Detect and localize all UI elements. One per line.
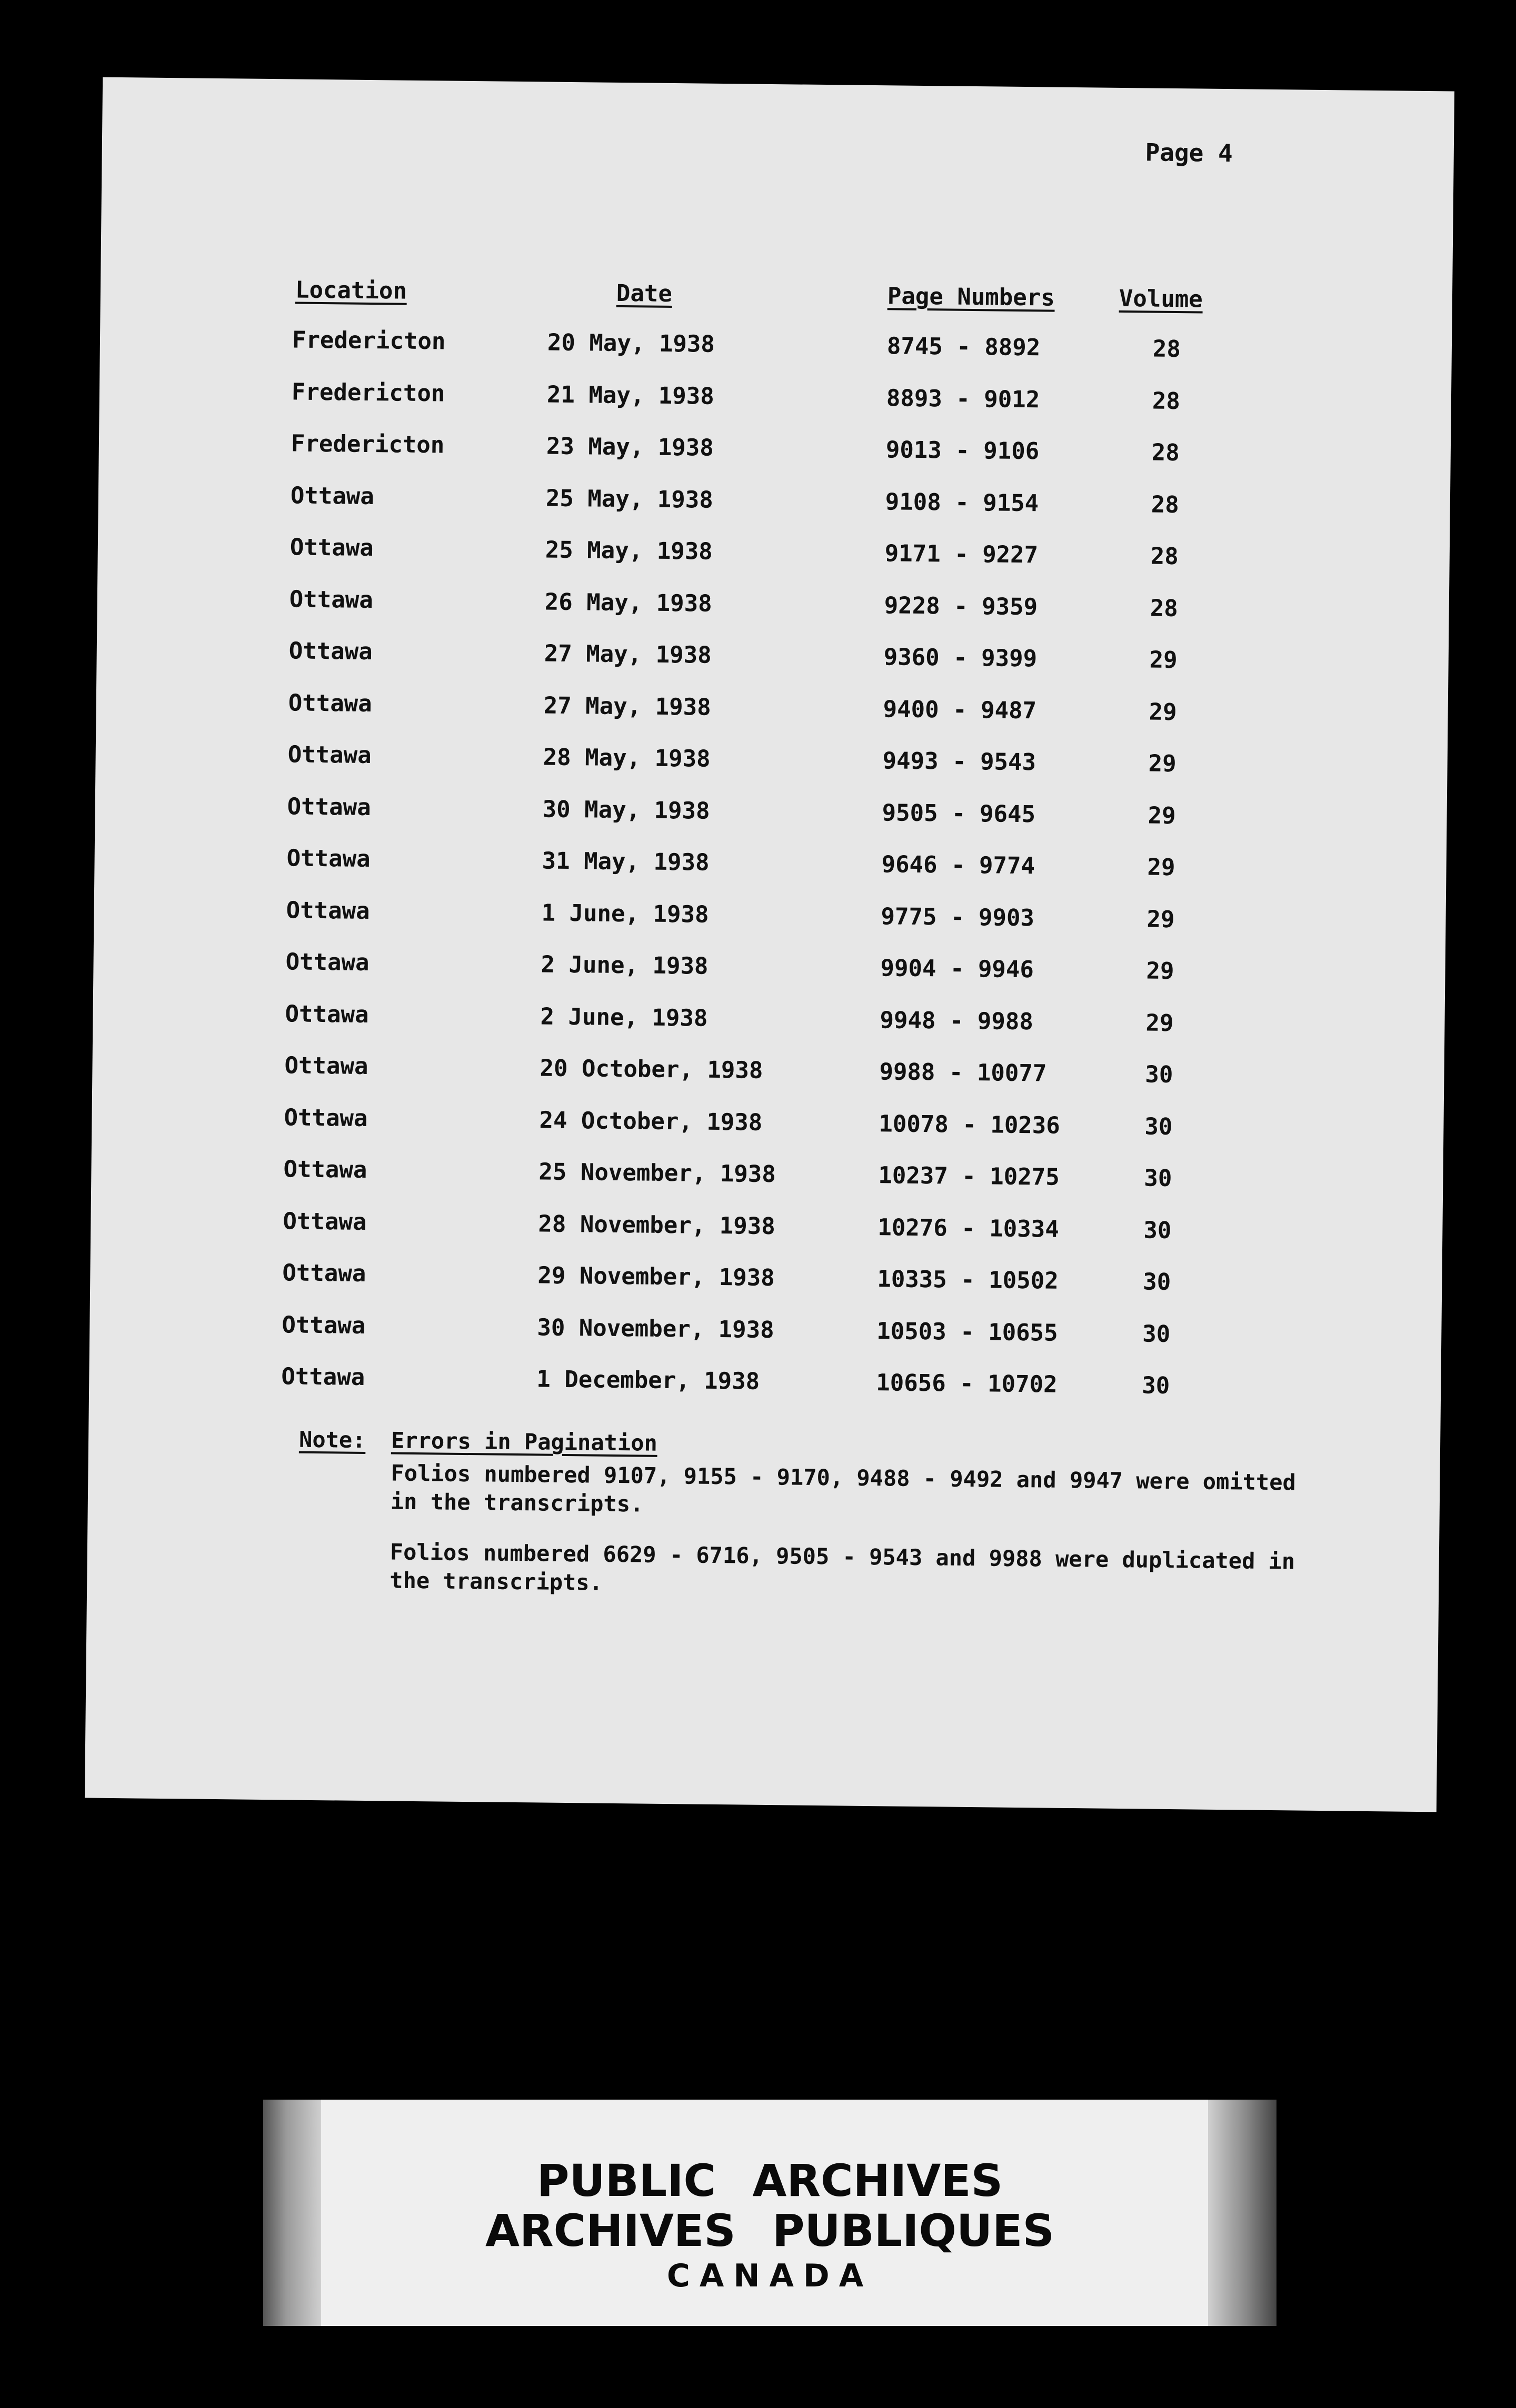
- cell-volume: 28: [1152, 387, 1181, 415]
- cell-page-numbers: 9171 - 9227: [884, 540, 1039, 569]
- transcript-table: [89, 325, 1452, 1427]
- cell-page-numbers: 9013 - 9106: [885, 436, 1040, 465]
- cell-location: Ottawa: [284, 1052, 368, 1080]
- cell-volume: 29: [1146, 906, 1175, 933]
- archives-stamp: [263, 2100, 1276, 2326]
- cell-location: Ottawa: [287, 741, 372, 769]
- page-number: Page 4: [1145, 138, 1233, 168]
- cell-location: Ottawa: [285, 948, 370, 977]
- cell-page-numbers: 10335 - 10502: [877, 1266, 1059, 1295]
- cell-date: 20 May, 1938: [547, 329, 715, 358]
- cell-page-numbers: 9493 - 9543: [882, 747, 1036, 776]
- cell-date: 2 June, 1938: [541, 951, 709, 980]
- cell-volume: 30: [1143, 1216, 1172, 1244]
- document-page: [85, 77, 1454, 1812]
- cell-volume: 28: [1152, 335, 1181, 363]
- cell-location: Fredericton: [291, 378, 445, 407]
- cell-date: 25 May, 1938: [545, 485, 714, 514]
- cell-page-numbers: 9400 - 9487: [883, 695, 1037, 724]
- cell-date: 28 May, 1938: [543, 744, 711, 772]
- cell-date: 28 November, 1938: [538, 1210, 776, 1240]
- cell-volume: 28: [1151, 491, 1180, 518]
- cell-page-numbers: 9108 - 9154: [885, 488, 1039, 517]
- cell-location: Ottawa: [290, 534, 374, 562]
- cell-volume: 30: [1144, 1112, 1173, 1140]
- cell-page-numbers: 9988 - 10077: [879, 1058, 1047, 1087]
- cell-location: Ottawa: [283, 1207, 367, 1236]
- note-section: [298, 1426, 1299, 1596]
- note-paragraph-duplicated: Folios numbered 6629 - 6716, 9505 - 9543 and 9988 were duplicated in the transcripts.: [390, 1539, 1295, 1596]
- header-volume: Volume: [1119, 285, 1203, 313]
- cell-date: 23 May, 1938: [546, 433, 714, 461]
- cell-date: 21 May, 1938: [546, 381, 715, 410]
- cell-location: Ottawa: [284, 1103, 368, 1132]
- cell-page-numbers: 9360 - 9399: [883, 644, 1038, 673]
- cell-volume: 28: [1150, 543, 1179, 570]
- cell-location: Ottawa: [282, 1259, 366, 1288]
- stamp-line-english: PUBLIC ARCHIVES: [536, 2155, 1003, 2206]
- cell-page-numbers: 10078 - 10236: [879, 1110, 1061, 1139]
- cell-date: 30 May, 1938: [542, 795, 710, 825]
- cell-page-numbers: 10276 - 10334: [877, 1213, 1060, 1243]
- cell-volume: 29: [1149, 646, 1178, 674]
- stamp-line-french: ARCHIVES PUBLIQUES: [485, 2205, 1055, 2256]
- stamp-line-country: CANADA: [666, 2258, 873, 2294]
- cell-volume: 29: [1145, 1009, 1174, 1037]
- cell-volume: 28: [1151, 439, 1180, 467]
- cell-date: 27 May, 1938: [543, 691, 711, 721]
- cell-location: Fredericton: [292, 326, 446, 355]
- cell-date: 25 November, 1938: [538, 1158, 776, 1188]
- cell-volume: 30: [1144, 1165, 1172, 1192]
- cell-date: 20 October, 1938: [540, 1055, 763, 1084]
- cell-page-numbers: 9505 - 9645: [882, 799, 1036, 828]
- cell-date: 26 May, 1938: [544, 588, 712, 617]
- cell-volume: 30: [1141, 1372, 1170, 1400]
- cell-location: Ottawa: [286, 845, 371, 873]
- note-paragraph-omitted: Folios numbered 9107, 9155 - 9170, 9488 - 9492 and 9947 were omitted in the transcripts.: [390, 1460, 1296, 1517]
- cell-page-numbers: 10237 - 10275: [878, 1162, 1060, 1191]
- cell-location: Fredericton: [291, 430, 445, 459]
- note-label: Note:: [298, 1426, 366, 1453]
- cell-date: 1 June, 1938: [541, 899, 709, 928]
- cell-page-numbers: 9948 - 9988: [880, 1006, 1034, 1035]
- note-heading: Errors in Pagination: [391, 1427, 658, 1456]
- cell-page-numbers: 10503 - 10655: [876, 1317, 1058, 1347]
- cell-volume: 29: [1146, 957, 1174, 985]
- cell-volume: 29: [1149, 698, 1177, 726]
- cell-page-numbers: 9646 - 9774: [881, 851, 1035, 880]
- cell-volume: 28: [1150, 595, 1178, 622]
- cell-location: Ottawa: [281, 1363, 365, 1391]
- cell-date: 31 May, 1938: [542, 847, 710, 876]
- cell-location: Ottawa: [282, 1311, 366, 1339]
- cell-volume: 30: [1142, 1320, 1171, 1348]
- cell-location: Ottawa: [287, 792, 371, 821]
- cell-location: Ottawa: [290, 481, 375, 510]
- cell-volume: 29: [1148, 750, 1176, 778]
- cell-volume: 29: [1148, 802, 1176, 829]
- cell-location: Ottawa: [283, 1156, 367, 1184]
- cell-page-numbers: 9904 - 9946: [880, 955, 1034, 984]
- cell-page-numbers: 10656 - 10702: [876, 1369, 1058, 1398]
- cell-location: Ottawa: [289, 585, 374, 614]
- cell-date: 30 November, 1938: [537, 1313, 774, 1343]
- cell-date: 2 June, 1938: [540, 1002, 708, 1032]
- cell-volume: 30: [1143, 1268, 1171, 1296]
- cell-date: 24 October, 1938: [539, 1106, 763, 1136]
- cell-location: Ottawa: [286, 896, 370, 925]
- cell-page-numbers: 9775 - 9903: [881, 902, 1035, 931]
- cell-date: 29 November, 1938: [537, 1262, 775, 1292]
- cell-location: Ottawa: [288, 637, 373, 666]
- cell-page-numbers: 9228 - 9359: [884, 591, 1038, 620]
- header-page-numbers: Page Numbers: [887, 283, 1055, 312]
- cell-location: Ottawa: [288, 689, 372, 717]
- header-location: Location: [295, 276, 407, 305]
- cell-page-numbers: 8745 - 8892: [886, 333, 1041, 362]
- cell-page-numbers: 8893 - 9012: [886, 384, 1040, 413]
- cell-date: 25 May, 1938: [545, 536, 713, 565]
- cell-date: 1 December, 1938: [536, 1366, 760, 1395]
- cell-volume: 29: [1147, 854, 1175, 881]
- cell-date: 27 May, 1938: [544, 640, 712, 669]
- cell-volume: 30: [1145, 1061, 1173, 1089]
- cell-location: Ottawa: [285, 1000, 369, 1028]
- header-date: Date: [616, 279, 673, 307]
